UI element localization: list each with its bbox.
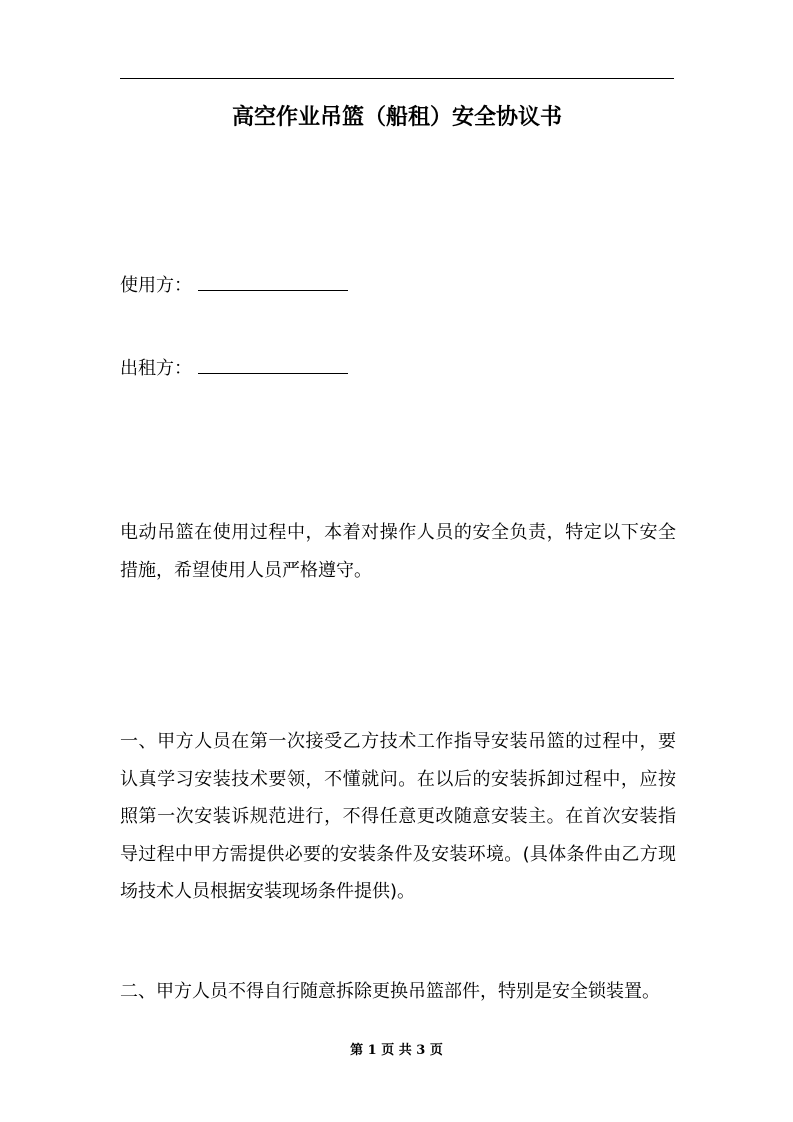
- document-title: 高空作业吊篮（船租）安全协议书: [231, 105, 562, 130]
- intro-paragraph: 电动吊篮在使用过程中，本着对操作人员的安全负责，特定以下安全措施，希望使用人员严格遵守。: [120, 522, 676, 581]
- user-field: [120, 270, 348, 301]
- lessor-field-blank: [198, 353, 348, 374]
- user-field-label: 使用方：: [120, 275, 192, 296]
- clause-1-paragraph: 一、甲方人员在第一次接受乙方技术工作指导安装吊篮的过程中，要认真学习安装技术要领，不懂就问。在以后的安装拆卸过程中，应按照第一次安装诉规范进行，不得任意更改随意安装主。在首次安装指导过程中甲方需提供必要的安装条件及安装环境。(具体条件由乙方现场技术人员根据安装现场条件提供)。: [120, 731, 676, 902]
- clause-2-paragraph: 二、甲方人员不得自行随意拆除更换吊篮部件，特别是安全锁装置。: [120, 981, 660, 1002]
- lessor-field: [120, 353, 348, 384]
- user-field-blank: [198, 270, 348, 291]
- page-number: 第 1 页 共 3 页: [350, 1043, 443, 1058]
- header-rule: [120, 78, 674, 79]
- lessor-field-label: 出租方：: [120, 358, 192, 379]
